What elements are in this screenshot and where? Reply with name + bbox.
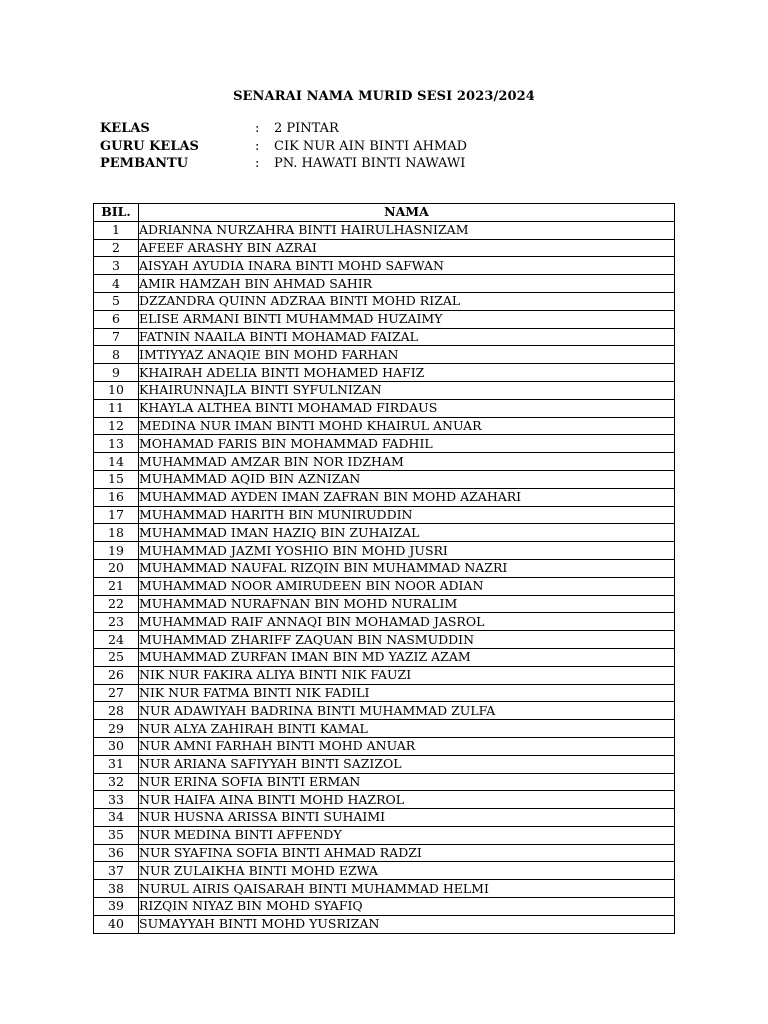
info-label: PEMBANTU <box>100 156 189 171</box>
info-value: 2 PINTAR <box>274 121 339 136</box>
table-row <box>94 684 675 702</box>
student-name: DZZANDRA QUINN ADZRAA BINTI MOHD RIZAL <box>139 292 675 310</box>
table-row <box>94 898 675 916</box>
table-row <box>94 631 675 649</box>
class-info <box>100 120 467 173</box>
row-number: 20 <box>94 559 139 577</box>
student-table <box>93 203 675 934</box>
row-number: 38 <box>94 880 139 898</box>
row-number: 33 <box>94 791 139 809</box>
row-number: 14 <box>94 453 139 471</box>
student-name: MUHAMMAD RAIF ANNAQI BIN MOHAMAD JASROL <box>139 613 675 631</box>
student-name: NIK NUR FAKIRA ALIYA BINTI NIK FAUZI <box>139 666 675 684</box>
row-number: 30 <box>94 737 139 755</box>
table-row <box>94 257 675 275</box>
table-row <box>94 880 675 898</box>
student-name: FATNIN NAAILA BINTI MOHAMAD FAIZAL <box>139 328 675 346</box>
header-bil: BIL. <box>94 204 139 222</box>
table-row <box>94 275 675 293</box>
row-number: 10 <box>94 381 139 399</box>
student-name: MUHAMMAD NOOR AMIRUDEEN BIN NOOR ADIAN <box>139 577 675 595</box>
info-row-kelas <box>100 120 467 138</box>
row-number: 31 <box>94 755 139 773</box>
row-number: 34 <box>94 809 139 827</box>
student-name: MUHAMMAD ZHARIFF ZAQUAN BIN NASMUDDIN <box>139 631 675 649</box>
student-name: MUHAMMAD ZURFAN IMAN BIN MD YAZIZ AZAM <box>139 648 675 666</box>
table-row <box>94 809 675 827</box>
row-number: 12 <box>94 417 139 435</box>
student-name: NUR HAIFA AINA BINTI MOHD HAZROL <box>139 791 675 809</box>
row-number: 9 <box>94 364 139 382</box>
student-name: NUR ZULAIKHA BINTI MOHD EZWA <box>139 862 675 880</box>
student-name: RIZQIN NIYAZ BIN MOHD SYAFIQ <box>139 898 675 916</box>
student-name: NUR ERINA SOFIA BINTI ERMAN <box>139 773 675 791</box>
table-row <box>94 595 675 613</box>
table-row <box>94 364 675 382</box>
student-name: NUR HUSNA ARISSA BINTI SUHAIMI <box>139 809 675 827</box>
student-name: MOHAMAD FARIS BIN MOHAMMAD FADHIL <box>139 435 675 453</box>
info-label: GURU KELAS <box>100 138 199 154</box>
table-row <box>94 524 675 542</box>
info-value: PN. HAWATI BINTI NAWAWI <box>274 156 466 171</box>
student-name: NIK NUR FATMA BINTI NIK FADILI <box>139 684 675 702</box>
info-colon: : <box>255 121 260 136</box>
student-name: NUR AMNI FARHAH BINTI MOHD ANUAR <box>139 737 675 755</box>
table-row <box>94 417 675 435</box>
student-name: MUHAMMAD NAUFAL RIZQIN BIN MUHAMMAD NAZRI <box>139 559 675 577</box>
student-name: ELISE ARMANI BINTI MUHAMMAD HUZAIMY <box>139 310 675 328</box>
table-header-row <box>94 204 675 222</box>
table-row <box>94 559 675 577</box>
student-name: SUMAYYAH BINTI MOHD YUSRIZAN <box>139 915 675 933</box>
student-name: MUHAMMAD IMAN HAZIQ BIN ZUHAIZAL <box>139 524 675 542</box>
row-number: 28 <box>94 702 139 720</box>
student-name: NUR ADAWIYAH BADRINA BINTI MUHAMMAD ZULFA <box>139 702 675 720</box>
student-name: KHAIRAH ADELIA BINTI MOHAMED HAFIZ <box>139 364 675 382</box>
table-row <box>94 239 675 257</box>
table-row <box>94 862 675 880</box>
table-row <box>94 826 675 844</box>
student-name: MUHAMMAD HARITH BIN MUNIRUDDIN <box>139 506 675 524</box>
row-number: 22 <box>94 595 139 613</box>
table-row <box>94 506 675 524</box>
table-row <box>94 328 675 346</box>
student-name: KHAIRUNNAJLA BINTI SYFULNIZAN <box>139 381 675 399</box>
row-number: 16 <box>94 488 139 506</box>
student-name: NUR MEDINA BINTI AFFENDY <box>139 826 675 844</box>
row-number: 40 <box>94 915 139 933</box>
student-name: NURUL AIRIS QAISARAH BINTI MUHAMMAD HELMI <box>139 880 675 898</box>
student-name: MUHAMMAD AMZAR BIN NOR IDZHAM <box>139 453 675 471</box>
row-number: 35 <box>94 826 139 844</box>
table-row <box>94 577 675 595</box>
info-label: KELAS <box>100 121 150 136</box>
row-number: 18 <box>94 524 139 542</box>
table-row <box>94 613 675 631</box>
row-number: 5 <box>94 292 139 310</box>
table-row <box>94 720 675 738</box>
table-row <box>94 453 675 471</box>
table-row <box>94 292 675 310</box>
student-name: AISYAH AYUDIA INARA BINTI MOHD SAFWAN <box>139 257 675 275</box>
table-row <box>94 666 675 684</box>
table-row <box>94 399 675 417</box>
row-number: 4 <box>94 275 139 293</box>
row-number: 17 <box>94 506 139 524</box>
table-row <box>94 737 675 755</box>
row-number: 23 <box>94 613 139 631</box>
row-number: 27 <box>94 684 139 702</box>
student-name: MUHAMMAD JAZMI YOSHIO BIN MOHD JUSRI <box>139 542 675 560</box>
table-row <box>94 844 675 862</box>
student-name: KHAYLA ALTHEA BINTI MOHAMAD FIRDAUS <box>139 399 675 417</box>
table-row <box>94 346 675 364</box>
info-colon: : <box>255 138 260 154</box>
info-row-guru-kelas <box>100 138 467 156</box>
row-number: 36 <box>94 844 139 862</box>
student-name: MUHAMMAD AYDEN IMAN ZAFRAN BIN MOHD AZAHARI <box>139 488 675 506</box>
row-number: 25 <box>94 648 139 666</box>
student-name: NUR ALYA ZAHIRAH BINTI KAMAL <box>139 720 675 738</box>
row-number: 11 <box>94 399 139 417</box>
row-number: 15 <box>94 470 139 488</box>
table-row <box>94 791 675 809</box>
table-body <box>94 221 675 933</box>
info-row-pembantu <box>100 155 467 173</box>
table-row <box>94 702 675 720</box>
student-name: MUHAMMAD AQID BIN AZNIZAN <box>139 470 675 488</box>
row-number: 6 <box>94 310 139 328</box>
info-colon: : <box>255 156 260 171</box>
student-name: AFEEF ARASHY BIN AZRAI <box>139 239 675 257</box>
table-row <box>94 488 675 506</box>
row-number: 1 <box>94 221 139 239</box>
row-number: 24 <box>94 631 139 649</box>
header-nama: NAMA <box>139 204 675 222</box>
table-row <box>94 542 675 560</box>
row-number: 37 <box>94 862 139 880</box>
row-number: 32 <box>94 773 139 791</box>
table-row <box>94 470 675 488</box>
student-name: AMIR HAMZAH BIN AHMAD SAHIR <box>139 275 675 293</box>
row-number: 29 <box>94 720 139 738</box>
row-number: 19 <box>94 542 139 560</box>
student-name: ADRIANNA NURZAHRA BINTI HAIRULHASNIZAM <box>139 221 675 239</box>
table-row <box>94 310 675 328</box>
row-number: 21 <box>94 577 139 595</box>
row-number: 3 <box>94 257 139 275</box>
row-number: 39 <box>94 898 139 916</box>
row-number: 7 <box>94 328 139 346</box>
table-row <box>94 755 675 773</box>
page-title: SENARAI NAMA MURID SESI 2023/2024 <box>233 89 535 104</box>
table-row <box>94 648 675 666</box>
table-row <box>94 381 675 399</box>
student-name: MUHAMMAD NURAFNAN BIN MOHD NURALIM <box>139 595 675 613</box>
table-row <box>94 773 675 791</box>
info-value: CIK NUR AIN BINTI AHMAD <box>274 138 468 154</box>
row-number: 2 <box>94 239 139 257</box>
table-row <box>94 915 675 933</box>
table-row <box>94 221 675 239</box>
student-name: NUR ARIANA SAFIYYAH BINTI SAZIZOL <box>139 755 675 773</box>
row-number: 8 <box>94 346 139 364</box>
student-name: IMTIYYAZ ANAQIE BIN MOHD FARHAN <box>139 346 675 364</box>
row-number: 26 <box>94 666 139 684</box>
student-name: NUR SYAFINA SOFIA BINTI AHMAD RADZI <box>139 844 675 862</box>
table-row <box>94 435 675 453</box>
row-number: 13 <box>94 435 139 453</box>
student-name: MEDINA NUR IMAN BINTI MOHD KHAIRUL ANUAR <box>139 417 675 435</box>
